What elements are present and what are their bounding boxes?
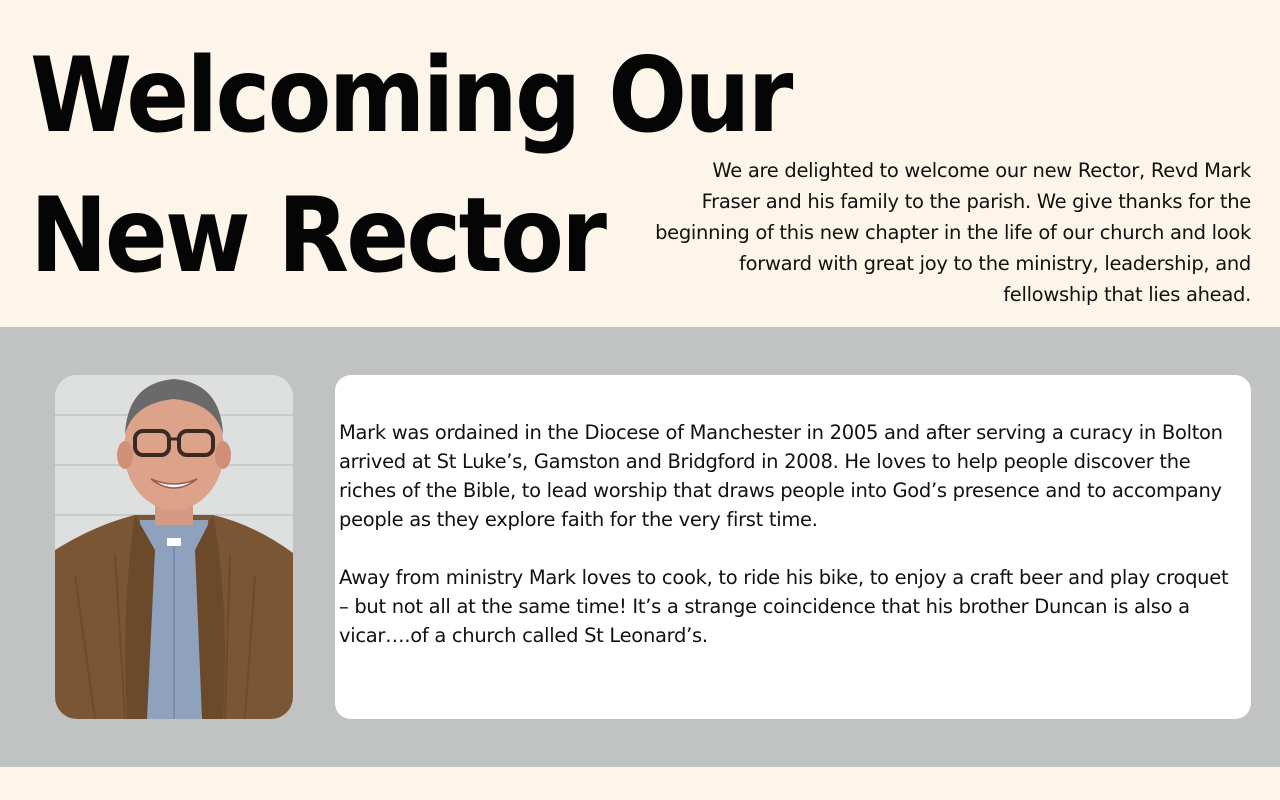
bio-paragraph-2: Away from ministry Mark loves to cook, to ride his bike, to enjoy a craft beer and play croquet – but not all at the same time! It’s a strange coincidence that his brother Duncan is also a vicar….of a church called St Leonard’s. [339, 566, 1229, 647]
header-section [0, 0, 1280, 327]
title-line-1: Welcoming Our [30, 36, 791, 156]
bio-card [335, 375, 1251, 719]
title-line-2: New Rector [30, 176, 605, 296]
rector-photo [55, 375, 293, 719]
footer-strip [0, 767, 1280, 800]
bio-paragraph-1: Mark was ordained in the Diocese of Manchester in 2005 and after serving a curacy in Bolton arrived at St Luke’s, Gamston and Bridgford in 2008. He loves to help people discover the riches of the Bible, to lead worship that draws people into God’s presence and to accompany people as they explore faith for the very first time. [339, 421, 1223, 531]
intro-text: We are delighted to welcome our new Rector, Revd Mark Fraser and his family to the parish. We give thanks for the beginning of this new chapter in the life of our church and look forward with great joy to the ministry, leadership, and fellowship that lies ahead. [655, 159, 1251, 306]
rector-portrait-image [55, 375, 293, 719]
